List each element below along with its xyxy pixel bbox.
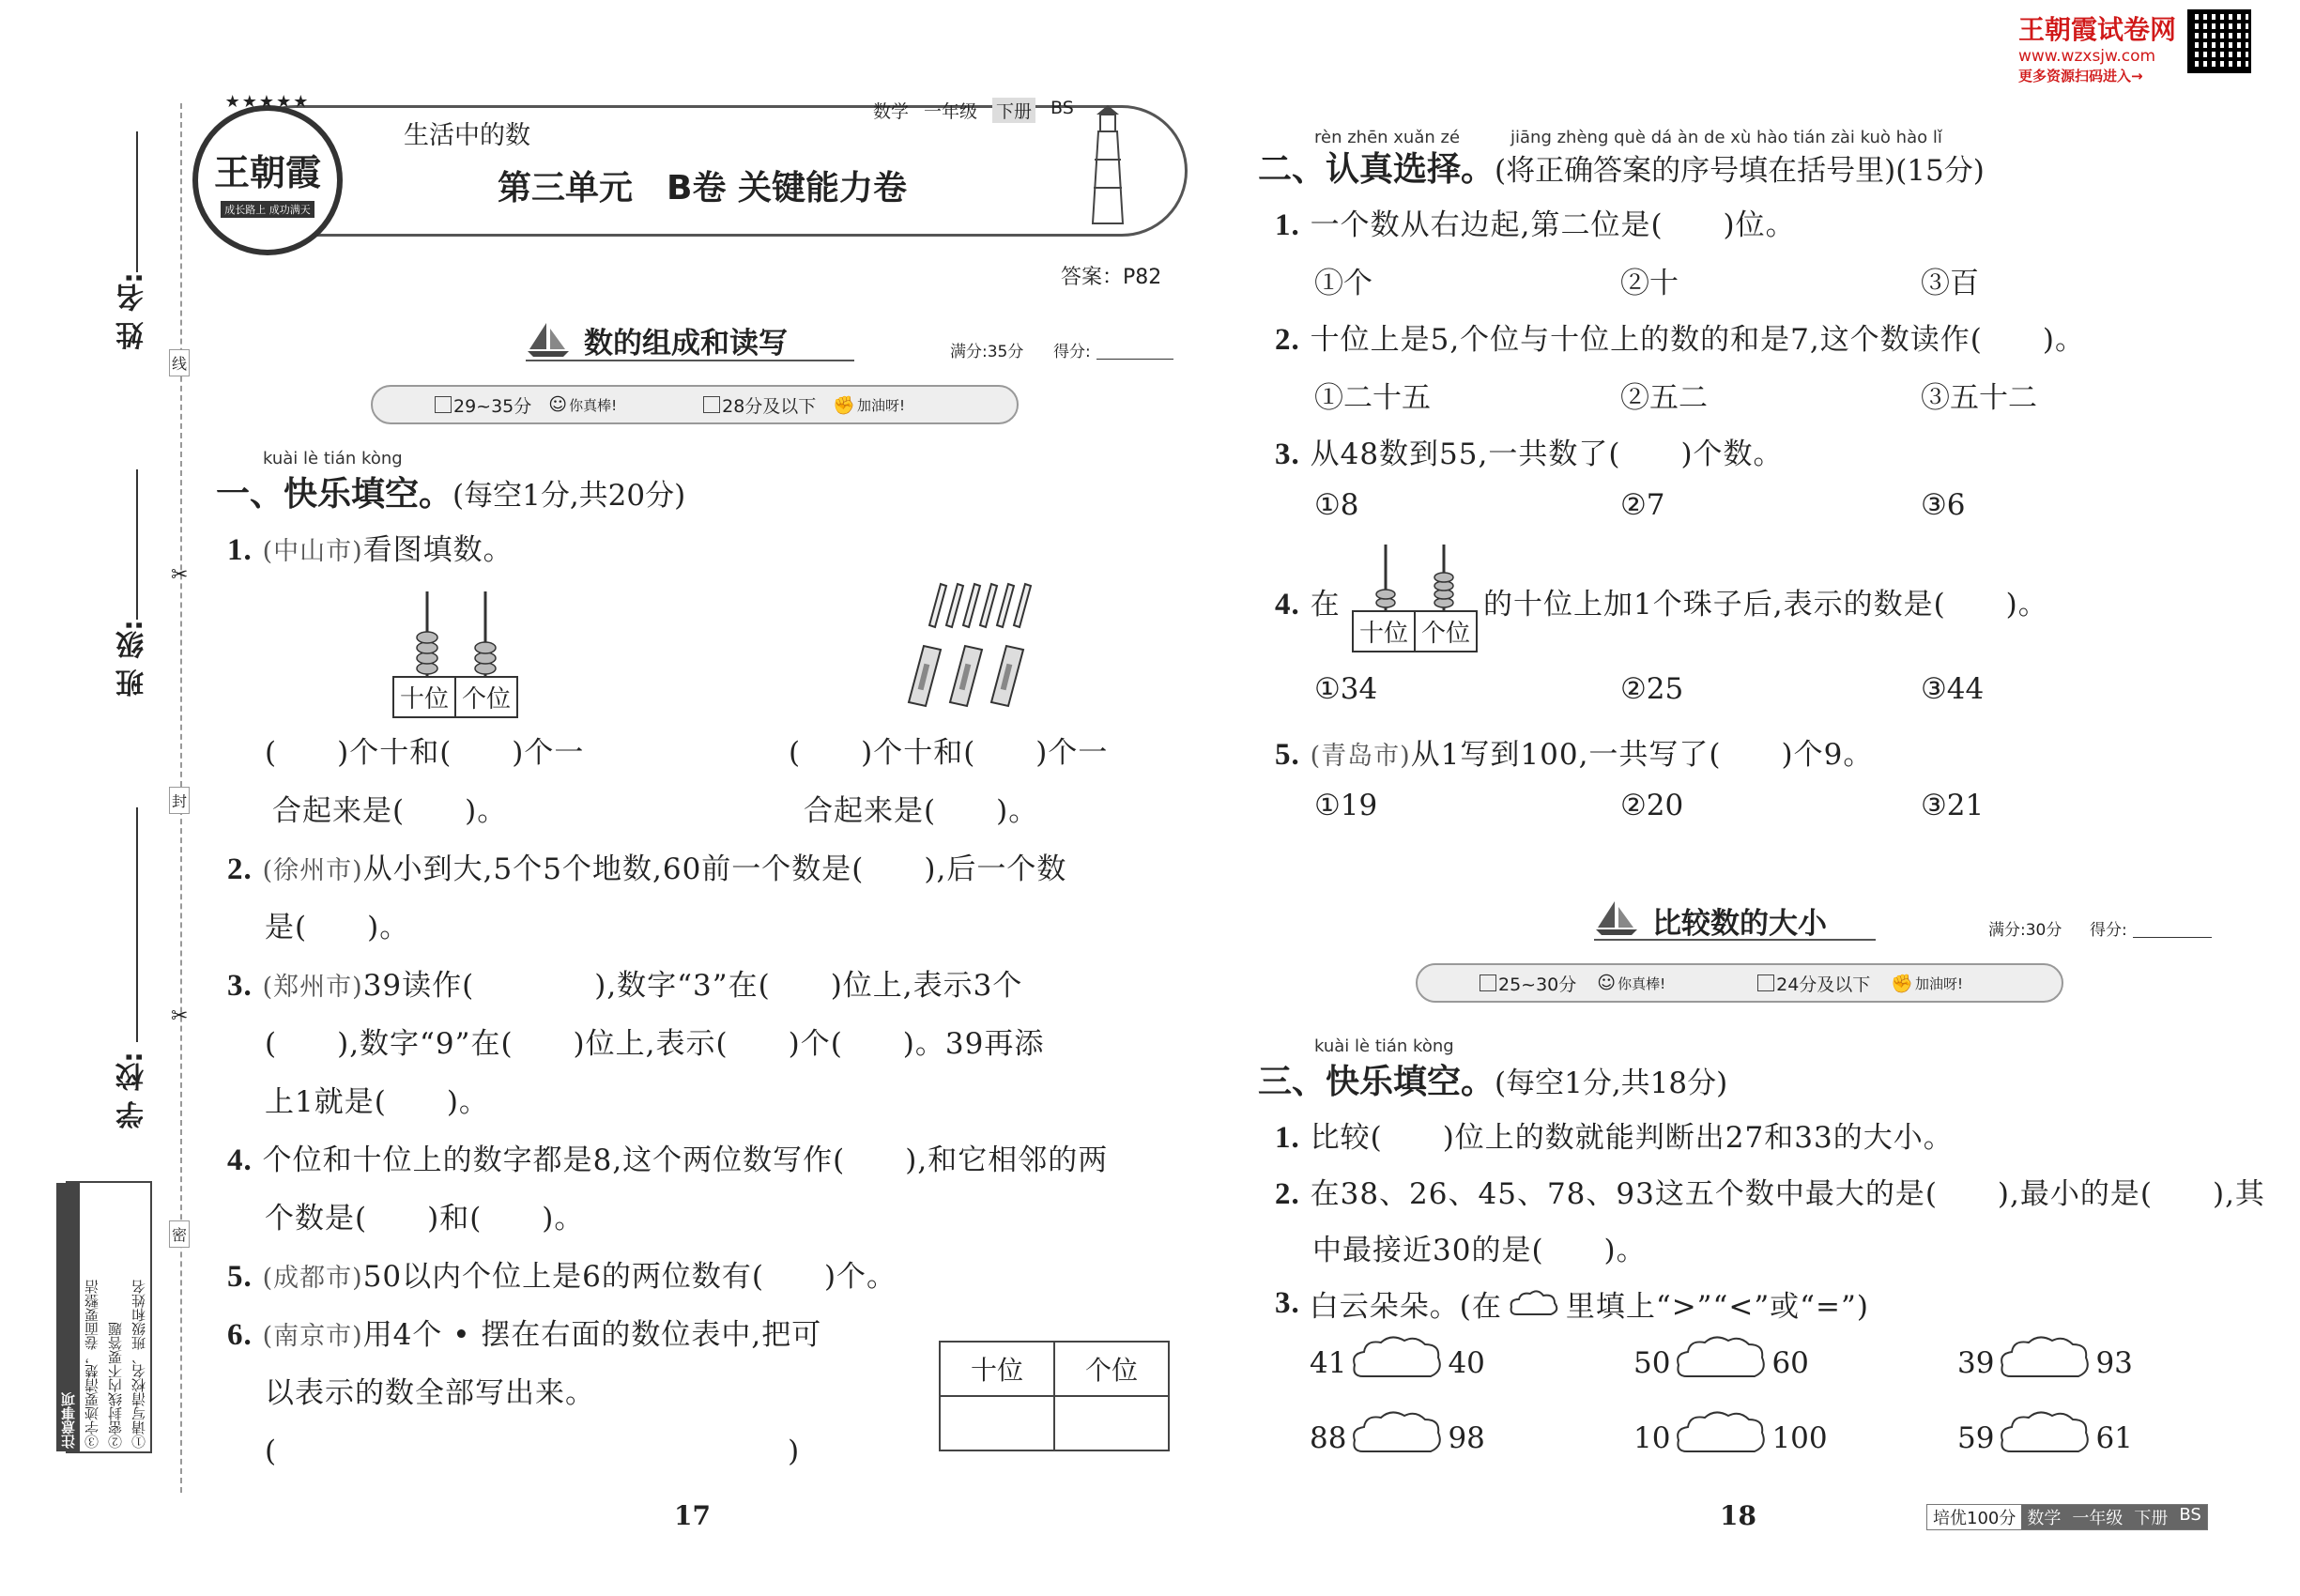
brand-note: 更多资源扫码进入→ (2018, 68, 2143, 84)
part1-title (216, 468, 685, 515)
rating-high: 25~30分 (1498, 974, 1577, 995)
subject-tags (873, 98, 1074, 123)
rating-low-checkbox[interactable] (1757, 974, 1774, 991)
q6-text: 用4个 • 摆在右面的数位表中,把可 (362, 1318, 822, 1352)
q6-line2: 以表示的数全部写出来。 (265, 1376, 595, 1410)
table-header-tens: 十位 (940, 1342, 1054, 1396)
section2-rating-bar (1416, 963, 2063, 1003)
q1-left-blank-1[interactable]: ( )个十和( )个一 (265, 736, 585, 770)
rating-high-note: 你真棒! (569, 396, 618, 414)
scissors-icon: ✂ (171, 1005, 189, 1028)
p2-q1-text: 一个数从右边起,第二位是( )位。 (1310, 208, 1796, 242)
compare-cloud-blank[interactable] (1998, 1333, 2092, 1393)
p3-q1[interactable] (1275, 1113, 1954, 1156)
lighthouse-icon (1080, 103, 1136, 229)
compare-left-number: 88 (1310, 1421, 1347, 1455)
p2-abacus-figure (1352, 543, 1478, 652)
p3-q2-line2[interactable]: 中最接近30的是( )。 (1312, 1234, 1647, 1267)
notice-box (60, 1181, 152, 1453)
p3-q3-post: 里填上“>”“<”或“=”) (1565, 1290, 1869, 1324)
q2-line1[interactable] (227, 845, 1066, 887)
logo-text: 王朝霞 (213, 150, 321, 193)
part2-pinyin: rèn zhēn xuǎn zé jiāng zhèng què dá àn de xù hào tián zài kuò hào lǐ (1314, 128, 1942, 147)
compare-right-number: 93 (2095, 1346, 2133, 1380)
section2-full-score: 满分:30分 (1988, 921, 2062, 940)
rating-high: 29~35分 (453, 395, 532, 417)
compare-left-number: 50 (1633, 1346, 1671, 1380)
part3-pinyin: kuài lè tián kòng (1314, 1036, 1454, 1056)
q4-line2[interactable]: 个数是( )和( )。 (265, 1202, 585, 1235)
compare-cloud-blank[interactable] (1674, 1333, 1768, 1393)
p2-abacus-label (1352, 610, 1478, 652)
comparison-item (1310, 1333, 1485, 1393)
cheer-icon: ✊ (1891, 973, 1913, 994)
p3-q3 (1275, 1282, 1869, 1325)
p3-q3-number: 3. (1275, 1286, 1300, 1320)
q1-text: 看图填数。 (362, 533, 514, 567)
p2-q5-option-c[interactable]: ③21 (1921, 789, 1985, 822)
p2-q3[interactable] (1275, 430, 1784, 472)
topic-label: 生活中的数 (404, 121, 530, 150)
notice-item: ③字迹要清楚，卷面要整洁 (84, 1280, 100, 1449)
rating-low-checkbox[interactable] (703, 396, 720, 413)
logo-stars: ★★★★★ (224, 92, 311, 112)
p2-q2-option-c[interactable]: ③五十二 (1921, 381, 2037, 415)
subject-tag: 一年级 (924, 101, 978, 122)
part1-subtitle: (每空1分,共20分) (452, 479, 686, 513)
q4-text: 个位和十位上的数字都是8,这个两位数写作( ),和它相邻的两 (262, 1143, 1109, 1177)
rating-low: 24分及以下 (1776, 974, 1871, 995)
answer-ref: 答案：P82 (1061, 266, 1162, 289)
part3-title (1258, 1055, 1727, 1103)
q1-city: (中山市) (262, 537, 363, 566)
compare-left-number: 39 (1957, 1346, 1995, 1380)
q1-number: 1. (227, 533, 253, 567)
part2-title (1258, 143, 1985, 191)
compare-cloud-blank[interactable] (1350, 1408, 1444, 1468)
logo (192, 92, 343, 255)
q5-text: 50以内个位上是6的两位数有( )个。 (362, 1260, 897, 1294)
p2-q5-number: 5. (1275, 738, 1300, 772)
section2-underline (1594, 939, 1876, 941)
footer-tag-item: 数学 (2021, 1505, 2066, 1529)
class-label: 班 级: (116, 620, 149, 698)
section2-score-label: 得分: (2090, 921, 2127, 940)
p2-q4[interactable] (1275, 580, 1341, 622)
p2-q5-option-a[interactable]: ①19 (1314, 789, 1378, 822)
p2-q4-option-b[interactable]: ②25 (1620, 672, 1684, 706)
cut-mark-1: 线 (169, 349, 190, 376)
rating-low: 28分及以下 (722, 395, 817, 417)
p2-q2-text: 十位上是5,个位与十位上的数的和是7,这个数读作( )。 (1310, 323, 2085, 357)
compare-right-number: 100 (1771, 1421, 1828, 1455)
p2-q3-option-b[interactable]: ②7 (1620, 488, 1665, 522)
rating-high-checkbox[interactable] (1480, 974, 1496, 991)
footer-tag-item: 一年级 (2066, 1505, 2128, 1529)
p2-q2-option-a[interactable]: ①二十五 (1314, 381, 1431, 415)
section2-title: 比较数的大小 (1652, 907, 1827, 941)
comparison-item (1957, 1408, 2133, 1468)
abacus-tens-label: 十位 (400, 685, 450, 714)
smile-icon: ☺ (548, 394, 568, 415)
p2-q1-option-c[interactable]: ③百 (1921, 267, 1979, 300)
rating-low-note: 加油呀! (1914, 974, 1963, 992)
p2-q5-option-b[interactable]: ②20 (1620, 789, 1684, 822)
abacus-label (392, 676, 518, 718)
p2-q1[interactable] (1275, 201, 1796, 243)
q5-city: (成都市) (262, 1264, 363, 1293)
brand-url[interactable]: www.wzxsjw.com (2018, 47, 2156, 66)
p3-q1-number: 1. (1275, 1121, 1300, 1155)
logo-tagline: 成长路上 成功满天 (221, 201, 314, 218)
q1-stem (227, 526, 514, 568)
name-field[interactable] (136, 131, 138, 272)
table-cell-ones[interactable] (1054, 1396, 1169, 1450)
rating-high-note: 你真棒! (1618, 974, 1666, 992)
name-label: 姓 名: (116, 272, 149, 350)
p2-q2[interactable] (1275, 315, 2085, 358)
q2-city: (徐州市) (262, 856, 363, 885)
section1-score-field[interactable] (1096, 359, 1173, 360)
q3-text: 39读作( ),数字“3”在( )位上,表示3个 (362, 969, 1023, 1003)
p2-q5-text: 从1写到100,一共写了( )个9。 (1410, 738, 1874, 772)
compare-cloud-blank[interactable] (1998, 1408, 2092, 1468)
p2-q3-text: 从48数到55,一共数了( )个数。 (1310, 437, 1784, 471)
part1-pinyin: kuài lè tián kòng (263, 449, 403, 468)
p2-q5-city: (青岛市) (1310, 742, 1411, 771)
page-number-left: 17 (674, 1500, 711, 1531)
comparison-grid (1310, 1333, 2154, 1483)
compare-left-number: 41 (1310, 1346, 1347, 1380)
p2-q2-option-b[interactable]: ②五二 (1620, 381, 1708, 415)
p2-q3-number: 3. (1275, 437, 1300, 471)
page-number-right: 18 (1720, 1500, 1756, 1531)
compare-left-number: 59 (1957, 1421, 1995, 1455)
p2-q1-option-b[interactable]: ②十 (1620, 267, 1679, 300)
p2-abacus-tens-label: 十位 (1359, 620, 1409, 648)
q3-number: 3. (227, 969, 253, 1003)
brand-name: 王朝霞试卷网 (2018, 14, 2177, 45)
p3-q2-line1[interactable] (1275, 1170, 2265, 1212)
part2-subtitle: (将正确答案的序号填在括号里)(15分) (1495, 154, 1985, 188)
part3-title-text: 三、快乐填空。 (1258, 1062, 1495, 1101)
p2-q1-option-a[interactable]: ①个 (1314, 267, 1372, 300)
cut-mark-2: 封 (169, 787, 190, 814)
p2-q4-option-c[interactable]: ③44 (1921, 672, 1985, 706)
q1-right-blank-2[interactable]: 合起来是( )。 (804, 794, 1039, 828)
q4-line1[interactable] (227, 1136, 1108, 1178)
notice-title: 注意事项 (56, 1183, 80, 1451)
qr-code-icon[interactable] (2187, 9, 2251, 73)
q3-line1[interactable] (227, 961, 1022, 1004)
section1-rating-bar (371, 385, 1019, 424)
q6-answer-blank[interactable]: ( ) (265, 1435, 801, 1468)
cut-mark-3: 密 (169, 1220, 190, 1248)
compare-left-number: 10 (1633, 1421, 1671, 1455)
part2-title-text: 二、认真选择。 (1258, 149, 1495, 189)
compare-right-number: 61 (2095, 1421, 2133, 1455)
sticks-figure (892, 580, 1061, 715)
p2-q3-option-a[interactable]: ①8 (1314, 488, 1359, 522)
section1-title: 数的组成和读写 (584, 327, 788, 361)
notice-item: ②密封线内不要答题 (107, 1322, 124, 1449)
p2-q4-number: 4. (1275, 588, 1300, 622)
table-header-ones: 个位 (1054, 1342, 1169, 1396)
p3-q2-number: 2. (1275, 1177, 1300, 1211)
compare-cloud-blank[interactable] (1674, 1408, 1768, 1468)
q2-text: 从小到大,5个5个地数,60前一个数是( ),后一个数 (362, 852, 1067, 886)
comparison-item (1310, 1408, 1485, 1468)
q6-line1 (227, 1311, 821, 1353)
section2-score-field[interactable] (2133, 937, 2212, 938)
q2-line2[interactable]: 是( )。 (265, 911, 410, 944)
q5-number: 5. (227, 1260, 253, 1294)
comparison-item (1633, 1408, 1828, 1468)
p2-q5[interactable] (1275, 730, 1873, 773)
q5-line[interactable] (227, 1252, 897, 1295)
q3-line2[interactable]: ( ),数字“9”在( )位上,表示( )个( )。39再添 (265, 1027, 1045, 1061)
part1-title-text: 一、快乐填空。 (216, 474, 453, 514)
p2-q4-text[interactable]: 的十位上加1个珠子后,表示的数是( )。 (1483, 588, 2048, 622)
comparison-item (1633, 1333, 1809, 1393)
notice-item: ①请写清校名、班级和姓名 (130, 1280, 147, 1449)
cloud-icon (1508, 1288, 1560, 1320)
q6-city: (南京市) (262, 1322, 363, 1351)
q1-right-blank-1[interactable]: ( )个十和( )个一 (789, 736, 1109, 770)
footer-tag-item: 培优100分 (1927, 1505, 2021, 1529)
school-label: 学 校: (116, 1051, 149, 1129)
rating-low-note: 加油呀! (856, 396, 905, 414)
section1-full-score: 满分:35分 (950, 343, 1024, 361)
table-cell-tens[interactable] (940, 1396, 1054, 1450)
p3-q3-pre: 白云朵朵。(在 (1309, 1290, 1502, 1324)
p2-q2-number: 2. (1275, 323, 1300, 357)
p2-q4-option-a[interactable]: ①34 (1314, 672, 1378, 706)
footer-tag (1926, 1504, 2208, 1530)
abacus-figure (392, 590, 518, 714)
part3-subtitle: (每空1分,共18分) (1495, 1067, 1728, 1100)
school-field[interactable] (136, 807, 138, 1042)
place-value-table (939, 1341, 1170, 1451)
unit-title: 第三单元 B卷 关键能力卷 (498, 169, 907, 207)
cheer-icon: ✊ (833, 394, 855, 416)
abacus-ones-label: 个位 (454, 678, 516, 716)
subject-tag: 下册 (992, 98, 1035, 123)
p2-abacus-ones-label: 个位 (1414, 612, 1476, 651)
comparison-item (1957, 1333, 2133, 1393)
p2-q3-option-c[interactable]: ③6 (1921, 488, 1966, 522)
footer-tag-item: 下册 (2128, 1505, 2173, 1529)
smile-icon: ☺ (1597, 973, 1617, 993)
p2-q1-number: 1. (1275, 208, 1300, 242)
class-field[interactable] (136, 469, 138, 620)
subject-tag: BS (1050, 98, 1074, 118)
q6-number: 6. (227, 1318, 253, 1352)
sailboat-icon (1594, 899, 1639, 941)
compare-right-number: 60 (1771, 1346, 1809, 1380)
compare-right-number: 40 (1448, 1346, 1485, 1380)
q3-line3[interactable]: 上1就是( )。 (265, 1085, 489, 1119)
p2-q4-pre: 在 (1310, 588, 1341, 622)
p3-q2-text: 在38、26、45、78、93这五个数中最大的是( ),最小的是( ),其 (1310, 1177, 2265, 1211)
q4-number: 4. (227, 1143, 253, 1177)
compare-right-number: 98 (1448, 1421, 1485, 1455)
sailboat-icon (526, 321, 571, 362)
q1-left-blank-2[interactable]: 合起来是( )。 (272, 794, 508, 828)
scissors-icon: ✂ (171, 563, 189, 587)
section1-underline (526, 360, 854, 361)
footer-tag-item: BS (2173, 1505, 2206, 1529)
section1-score-label: 得分: (1053, 343, 1091, 361)
p3-q1-text: 比较( )位上的数就能判断出27和33的大小。 (1310, 1121, 1954, 1155)
rating-high-checkbox[interactable] (435, 396, 452, 413)
subject-tag: 数学 (873, 101, 910, 122)
q3-city: (郑州市) (262, 973, 363, 1002)
compare-cloud-blank[interactable] (1350, 1333, 1444, 1393)
q2-number: 2. (227, 852, 253, 886)
